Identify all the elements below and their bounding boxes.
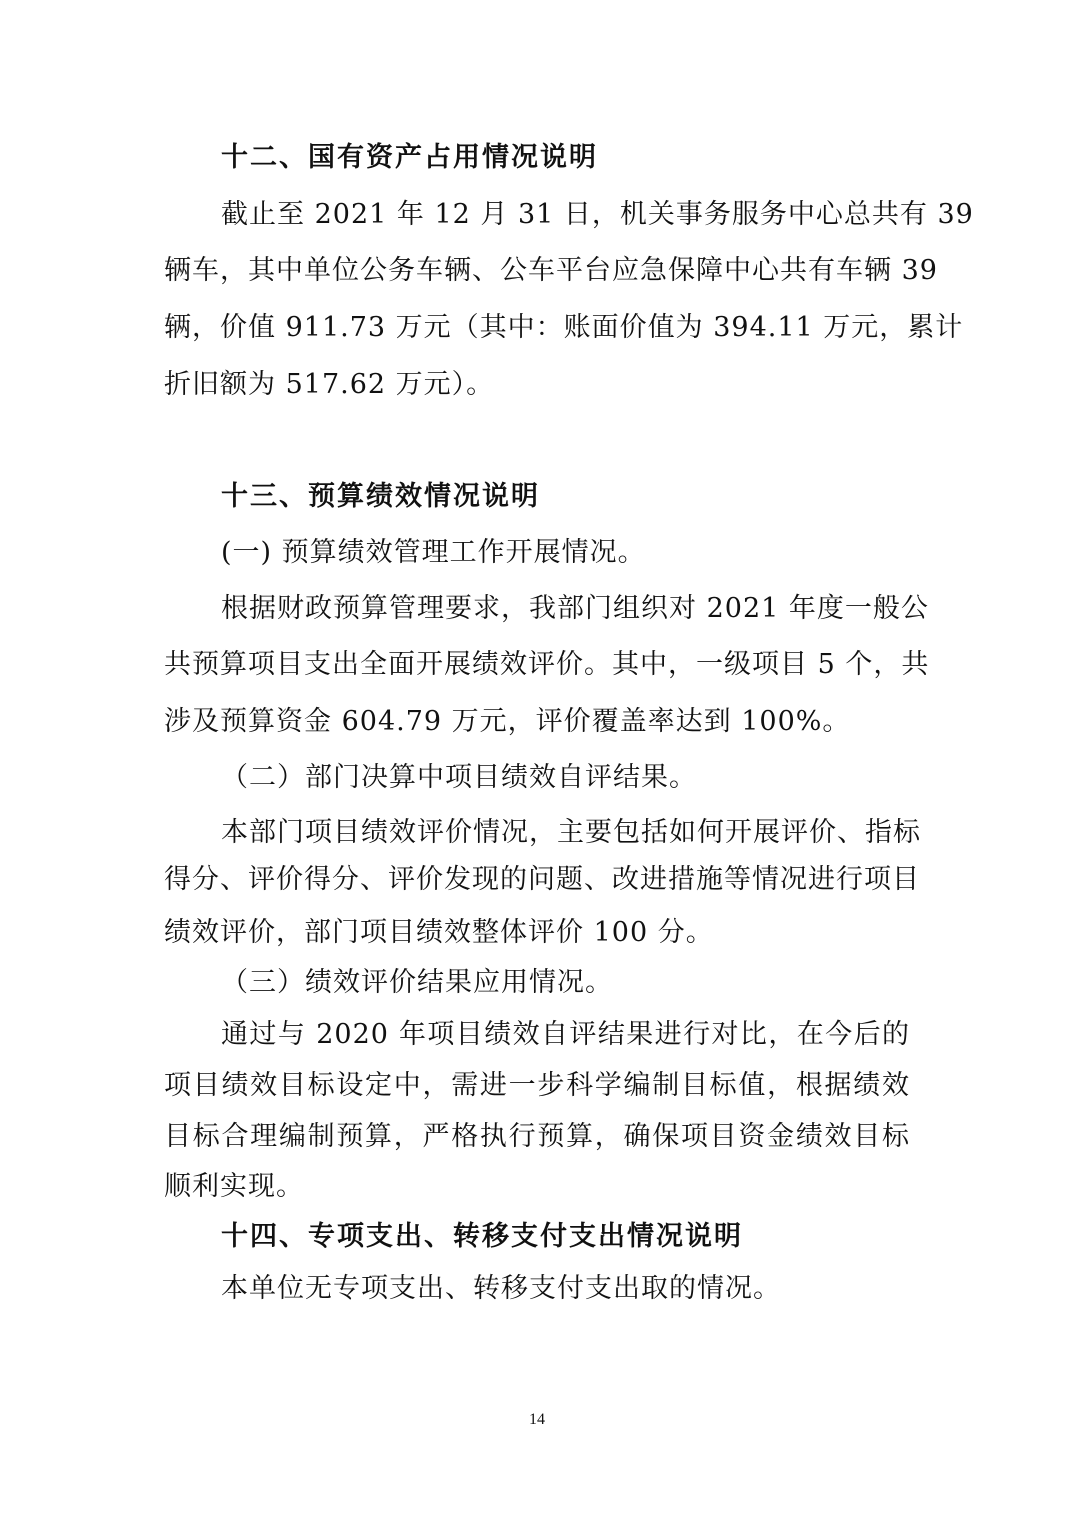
section-12-line-2: 辆车，其中单位公务车辆、公车平台应急保障中心共有车辆 39 [164, 255, 938, 286]
section-12-line-1: 截止至 2021 年 12 月 31 日，机关事务服务中心总共有 39 [221, 199, 974, 230]
subsection-2-line-3: 绩效评价，部门项目绩效整体评价 100 分。 [164, 917, 714, 948]
section-14-line-1: 本单位无专项支出、转移支付支出取的情况。 [221, 1273, 781, 1304]
subsection-3-title: （三）绩效评价结果应用情况。 [221, 967, 613, 998]
section-heading-13: 十三、预算绩效情况说明 [221, 481, 540, 512]
subsection-1-line-1: 根据财政预算管理要求，我部门组织对 2021 年度一般公 [221, 593, 929, 624]
subsection-3-line-2: 项目绩效目标设定中，需进一步科学编制目标值，根据绩效 [164, 1070, 910, 1101]
section-heading-14: 十四、专项支出、转移支付支出情况说明 [221, 1221, 743, 1252]
section-12-line-4: 折旧额为 517.62 万元）。 [164, 369, 495, 400]
section-12-line-3: 辆，价值 911.73 万元（其中：账面价值为 394.11 万元，累计 [164, 312, 964, 343]
subsection-1-title: (一) 预算绩效管理工作开展情况。 [221, 537, 646, 568]
section-heading-12: 十二、国有资产占用情况说明 [221, 142, 598, 173]
subsection-2-line-1: 本部门项目绩效评价情况，主要包括如何开展评价、指标 [221, 817, 921, 848]
subsection-2-line-2: 得分、评价得分、评价发现的问题、改进措施等情况进行项目 [164, 864, 920, 895]
subsection-3-line-1: 通过与 2020 年项目绩效自评结果进行对比，在今后的 [221, 1019, 910, 1050]
subsection-1-line-2: 共预算项目支出全面开展绩效评价。其中，一级项目 5 个，共 [164, 649, 930, 680]
subsection-1-line-3: 涉及预算资金 604.79 万元，评价覆盖率达到 100%。 [164, 706, 851, 737]
subsection-2-title: （二）部门决算中项目绩效自评结果。 [221, 762, 697, 793]
subsection-3-line-3: 目标合理编制预算，严格执行预算，确保项目资金绩效目标 [164, 1121, 910, 1152]
page-number: 14 [529, 1411, 545, 1428]
subsection-3-line-4: 顺利实现。 [164, 1171, 304, 1202]
